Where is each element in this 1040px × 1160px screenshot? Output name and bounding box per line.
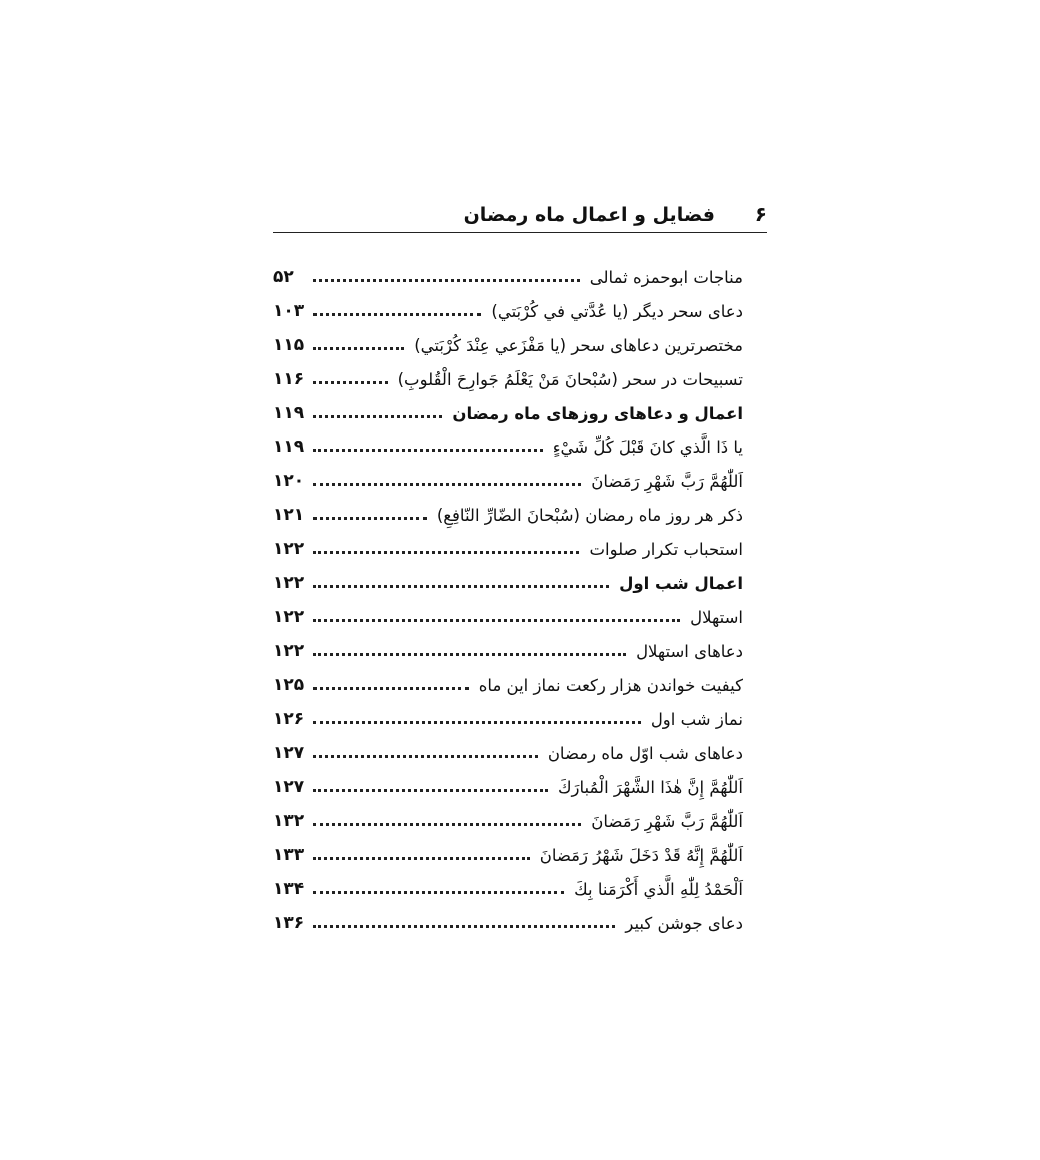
table-of-contents [273, 260, 743, 940]
header-title: فضایل و اعمال ماه رمضان [463, 204, 715, 226]
dot-leader [313, 312, 481, 316]
dot-leader [313, 686, 469, 690]
dot-leader [313, 414, 442, 418]
dot-leader [313, 890, 564, 894]
toc-page-number: ۵۲ [273, 267, 294, 287]
toc-entry-row [273, 770, 743, 804]
book-page [273, 196, 767, 976]
dot-leader [313, 346, 404, 350]
toc-entry-title: دعاهای استهلال [636, 641, 743, 661]
dot-leader [313, 856, 530, 860]
toc-page-number: ۱۲۷ [273, 743, 305, 763]
toc-page-number: ۱۱۶ [273, 369, 305, 389]
toc-page-number: ۱۳۴ [273, 879, 305, 899]
toc-entry-title: دعای جوشن کبیر [625, 913, 743, 933]
dot-leader [313, 550, 579, 554]
toc-entry-row [273, 838, 743, 872]
toc-entry-title: مناجات ابوحمزه ثمالی [589, 267, 743, 287]
toc-page-number: ۱۲۲ [273, 607, 305, 627]
toc-entry-row [273, 906, 743, 940]
toc-page-number: ۱۱۵ [273, 335, 305, 355]
toc-page-number: ۱۳۶ [273, 913, 305, 933]
header-page-number: ۶ [754, 202, 767, 226]
toc-page-number: ۱۱۹ [273, 403, 305, 423]
dot-leader [313, 618, 680, 622]
toc-entry-row [273, 260, 743, 294]
toc-section-row [273, 566, 743, 600]
toc-entry-row [273, 362, 743, 396]
toc-page-number: ۱۳۳ [273, 845, 305, 865]
toc-entry-title: يا ذَا الَّذي كانَ قَبْلَ كُلِّ شَيْءٍ [552, 437, 743, 457]
toc-entry-title: اعمال شب اول [619, 573, 743, 593]
dot-leader [313, 482, 581, 486]
dot-leader [313, 754, 538, 758]
toc-entry-row [273, 736, 743, 770]
toc-entry-title: اَللّٰهُمَّ رَبَّ شَهْرِ رَمَضانَ [591, 811, 743, 831]
toc-entry-title: کیفیت خواندن هزار رکعت نماز این ماه [478, 675, 743, 695]
dot-leader [313, 448, 543, 452]
toc-page-number: ۱۲۶ [273, 709, 305, 729]
toc-page-number: ۱۲۷ [273, 777, 305, 797]
toc-page-number: ۱۲۱ [273, 505, 305, 525]
toc-entry-title: اعمال و دعاهای روزهای ماه رمضان [452, 403, 743, 423]
toc-page-number: ۱۰۳ [273, 301, 305, 321]
toc-page-number: ۱۳۲ [273, 811, 305, 831]
toc-entry-title: اَللّٰهُمَّ إِنَّ هٰذَا الشَّهْرَ الْمُبارَكَ [557, 777, 743, 797]
toc-page-number: ۱۲۲ [273, 641, 305, 661]
dot-leader [313, 584, 609, 588]
toc-entry-title: استهلال [690, 607, 743, 627]
toc-entry-title: مختصرترین دعاهای سحر (یا مَفْزَعي عِنْدَ كُرْبَتي) [414, 335, 743, 355]
toc-page-number: ۱۲۲ [273, 539, 305, 559]
dot-leader [313, 278, 580, 282]
toc-page-number: ۱۲۵ [273, 675, 305, 695]
toc-entry-title: نماز شب اول [650, 709, 743, 729]
toc-entry-row [273, 634, 743, 668]
toc-entry-row [273, 872, 743, 906]
toc-entry-title: اَللّٰهُمَّ إِنَّهُ قَدْ دَخَلَ شَهْرُ رَمَضانَ [539, 845, 743, 865]
dot-leader [313, 788, 548, 792]
toc-entry-row [273, 430, 743, 464]
toc-entry-row [273, 498, 743, 532]
toc-entry-row [273, 804, 743, 838]
toc-page-number: ۱۲۲ [273, 573, 305, 593]
toc-entry-title: استحباب تکرار صلوات [589, 539, 743, 559]
dot-leader [313, 720, 641, 724]
toc-entry-row [273, 464, 743, 498]
dot-leader [313, 924, 615, 928]
toc-entry-row [273, 532, 743, 566]
dot-leader [313, 822, 581, 826]
dot-leader [313, 380, 388, 384]
toc-page-number: ۱۲۰ [273, 471, 305, 491]
dot-leader [313, 652, 626, 656]
toc-entry-title: دعاهای شب اوّل ماه رمضان [547, 743, 743, 763]
toc-section-row [273, 396, 743, 430]
dot-leader [313, 516, 427, 520]
toc-entry-title: تسبیحات در سحر (سُبْحانَ مَنْ يَعْلَمُ جَوارِحَ الْقُلوبِ) [397, 369, 743, 389]
toc-page-number: ۱۱۹ [273, 437, 305, 457]
toc-entry-title: دعای سحر دیگر (یا عُدَّتي في كُرْبَتي) [491, 301, 743, 321]
toc-entry-row [273, 294, 743, 328]
toc-entry-row [273, 702, 743, 736]
toc-entry-row [273, 600, 743, 634]
toc-entry-row [273, 668, 743, 702]
toc-entry-title: ذکر هر روز ماه رمضان (سُبْحانَ الضّارِّ النّافِعِ) [436, 505, 743, 525]
running-header [273, 196, 767, 233]
toc-entry-title: اَللّٰهُمَّ رَبَّ شَهْرِ رَمَضانَ [591, 471, 743, 491]
toc-entry-title: اَلْحَمْدُ لِلّٰهِ الَّذي أَكْرَمَنا بِكَ [574, 879, 743, 899]
toc-entry-row [273, 328, 743, 362]
